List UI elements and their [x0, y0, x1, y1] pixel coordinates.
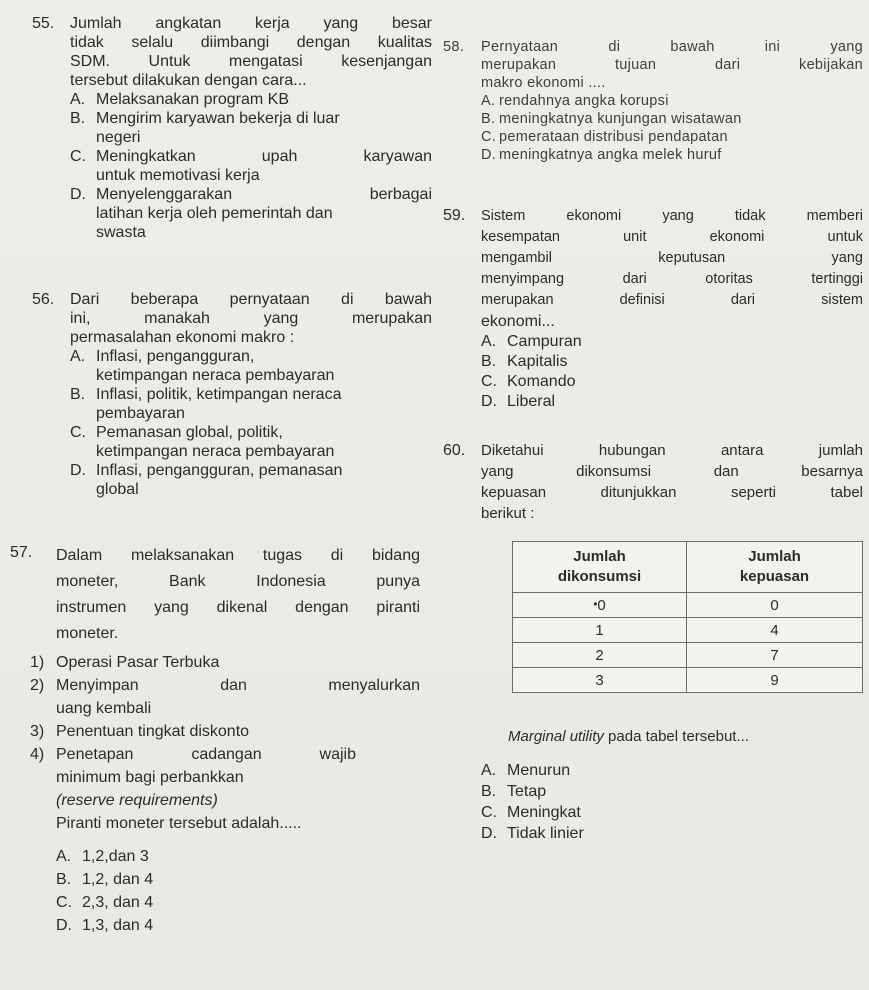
question-number: 57. — [10, 544, 33, 561]
consumption-table — [512, 541, 863, 693]
question-stem-line: moneter, Bank Indonesia punya — [56, 573, 420, 590]
question-stem-line: mengambil keputusan yang — [481, 250, 863, 266]
question-60-options — [481, 760, 781, 844]
option-a: A. Inflasi, pengangguran, ketimpangan neraca pembayaran — [70, 348, 335, 384]
question-stem-line: tidak selalu diimbangi dengan kualitas — [70, 34, 432, 51]
question-stem-line: menyimpang dari otoritas tertinggi — [481, 271, 863, 287]
question-stem-line: Diketahui hubungan antara jumlah — [481, 442, 863, 459]
table-row — [513, 618, 863, 643]
option-b: B. Kapitalis — [481, 353, 568, 370]
question-stem-line: ini, manakah yang merupakan — [70, 310, 432, 327]
option-d: D. 1,3, dan 4 — [56, 917, 154, 934]
option-b: B. 1,2, dan 4 — [56, 871, 154, 888]
list-item: 3) Penentuan tingkat diskonto — [30, 723, 250, 740]
option-c: C. Meningkatkan upah karyawan untuk memotivasi kerja — [70, 148, 432, 184]
question-stem-line: yang dikonsumsi dan besarnya — [481, 463, 863, 480]
option-a: A. Campuran — [481, 333, 582, 350]
question-stem-line: berikut : — [481, 505, 535, 522]
question-number: 60. — [443, 442, 466, 459]
question-60-prompt — [508, 726, 863, 747]
question-stem-line: Jumlah angkatan kerja yang besar — [70, 15, 432, 32]
question-number: 56. — [32, 291, 55, 308]
list-item: 2) Menyimpan dan menyalurkan uang kembali — [30, 677, 420, 717]
question-prompt: Marginal utility pada tabel tersebut... — [508, 728, 749, 745]
table-cell: 9 — [687, 668, 863, 693]
option-c: C. 2,3, dan 4 — [56, 894, 154, 911]
option-b: B. Tetap — [481, 783, 547, 800]
option-a: A. Melaksanakan program KB — [70, 91, 289, 108]
question-number: 55. — [32, 15, 55, 32]
table-header-row — [513, 542, 863, 593]
option-b: B. Inflasi, politik, ketimpangan neraca pembayaran — [70, 386, 342, 422]
option-a: A. rendahnya angka korupsi — [481, 93, 669, 109]
table-row — [513, 668, 863, 693]
question-stem-line: merupakan definisi dari sistem — [481, 292, 863, 308]
table-cell: 3 — [513, 668, 687, 693]
question-stem-line: ekonomi... — [481, 313, 555, 330]
question-stem-line: Pernyataan di bawah ini yang — [481, 39, 863, 55]
option-b: B. Mengirim karyawan bekerja di luar negeri — [70, 110, 340, 146]
question-stem-line: merupakan tujuan dari kebijakan — [481, 57, 863, 73]
table-cell: 4 — [687, 618, 863, 643]
table-row — [513, 643, 863, 668]
option-d: D. Menyelenggarakan berbagai latihan kerja oleh pemerintah dan swasta — [70, 186, 432, 241]
question-stem-line: instrumen yang dikenal dengan piranti — [56, 599, 420, 616]
option-a: A. 1,2,dan 3 — [56, 848, 149, 865]
option-d: D. meningkatnya angka melek huruf — [481, 147, 722, 163]
option-b: B. meningkatnya kunjungan wisatawan — [481, 111, 742, 127]
table-cell: 0 — [687, 593, 863, 618]
column-header: Jumlah dikonsumsi — [513, 542, 687, 593]
question-stem-line: kepuasan ditunjukkan seperti tabel — [481, 484, 863, 501]
list-item: 1) Operasi Pasar Terbuka — [30, 654, 220, 671]
table-row — [513, 593, 863, 618]
question-stem-line: Dari beberapa pernyataan di bawah — [70, 291, 432, 308]
option-a: A. Menurun — [481, 762, 571, 779]
option-c: C. Meningkat — [481, 804, 581, 821]
column-header: Jumlah kepuasan — [687, 542, 863, 593]
question-stem-line: kesempatan unit ekonomi untuk — [481, 229, 863, 245]
question-stem-line: SDM. Untuk mengatasi kesenjangan — [70, 53, 432, 70]
question-stem-line: moneter. — [56, 625, 119, 642]
question-number: 58. — [443, 39, 465, 55]
table-cell: •0 — [513, 593, 687, 618]
question-57-items — [30, 651, 420, 937]
table-cell: 7 — [687, 643, 863, 668]
question-stem-line: Dalam melaksanakan tugas di bidang — [56, 547, 420, 564]
question-stem-line: Sistem ekonomi yang tidak memberi — [481, 208, 863, 224]
question-stem-line: permasalahan ekonomi makro : — [70, 329, 295, 346]
option-c: C. Komando — [481, 373, 576, 390]
option-d: D. Inflasi, pengangguran, pemanasan global — [70, 462, 343, 498]
question-number: 59. — [443, 207, 466, 224]
list-item: 4) Penetapan cadangan wajib minimum bagi perbankkan (reserve requirements) — [30, 746, 356, 809]
table-cell: 1 — [513, 618, 687, 643]
option-d: D. Liberal — [481, 393, 556, 410]
question-prompt: Piranti moneter tersebut adalah..... — [56, 815, 302, 832]
option-d: D. Tidak linier — [481, 825, 584, 842]
option-c: C. pemerataan distribusi pendapatan — [481, 129, 728, 145]
question-stem-line: tersebut dilakukan dengan cara... — [70, 72, 307, 89]
table-cell: 2 — [513, 643, 687, 668]
question-stem-line: makro ekonomi .... — [481, 75, 606, 91]
option-c: C. Pemanasan global, politik, ketimpangan neraca pembayaran — [70, 424, 335, 460]
